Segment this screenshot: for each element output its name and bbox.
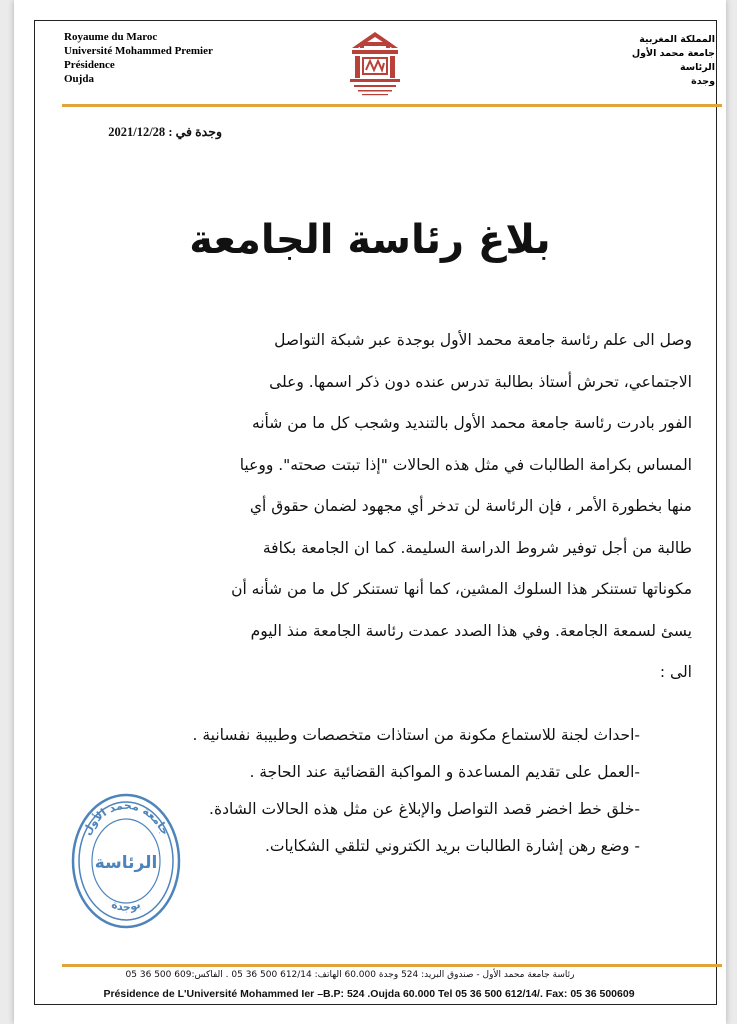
- body-line: المساس بكرامة الطالبات في مثل هذه الحالات "إذا تبتت صحته". ووعيا: [239, 455, 692, 474]
- header-french: [64, 30, 213, 86]
- body-line: مكوناتها تستنكر هذا السلوك المشين، كما أنها تستنكر كل ما من شأنه أن: [231, 580, 692, 598]
- stamp-top-text: جامعة محمد الأول: [80, 798, 172, 838]
- communique-body: [58, 320, 692, 694]
- header-french-line: Présidence: [64, 59, 115, 71]
- university-logo-icon: [330, 30, 420, 98]
- list-item: - وضع رهن إشارة الطالبات بريد الكتروني لتلقي الشكايات.: [264, 837, 640, 855]
- body-line: يسئ لسمعة الجامعة. وفي هذا الصدد عمدت رئاسة الجامعة منذ اليوم: [250, 621, 692, 640]
- body-line: الاجتماعي، تحرش أستاذ بطالبة تدرس عنده دون ذكر اسمها. وعلى: [269, 372, 692, 391]
- official-stamp-icon: [70, 792, 182, 930]
- footer-rule: [62, 964, 722, 967]
- header-arabic-line: جامعة محمد الأول: [631, 48, 715, 59]
- body-line: طالبة من أجل توفير شروط الدراسة السليمة. كما ان الجامعة بكافة: [262, 538, 692, 557]
- body-line: وصل الى علم رئاسة جامعة محمد الأول بوجدة عبر شبكة التواصل: [274, 331, 692, 349]
- list-item: -خلق خط اخضر قصد التواصل والإبلاغ عن مثل هذه الحالات الشادة.: [209, 800, 640, 818]
- header-arabic-line: المملكة المغربية: [639, 34, 715, 45]
- footer-arabic: رئاسة جامعة محمد الأول - صندوق البريد: 524 وجدة 60.000 الهاتف: 612/14 500 36 05 . الفاكس:609 500 36 05: [125, 970, 575, 980]
- stamp-center-text: الرئاسة: [94, 853, 158, 873]
- stamp-bottom-text: بوجدة: [109, 897, 143, 914]
- header-arabic-line: الرئاسة: [680, 62, 715, 73]
- svg-text:بوجدة: [110, 898, 143, 914]
- document-title: بلاغ رئاسة الجامعة: [189, 217, 551, 263]
- document-date: وجدة في : 2021/12/28: [108, 125, 222, 139]
- header-french-line: Oujda: [64, 73, 94, 85]
- list-item: -احداث لجنة للاستماع مكونة من استاذات متخصصات وطبيبة نفسانية .: [192, 726, 640, 744]
- header-french-line: Royaume du Maroc: [64, 31, 158, 43]
- footer-french: Présidence de L'Université Mohammed Ier –B.P: 524 .Oujda 60.000 Tel 05 36 500 612/14/. Fax: 05 36 500609: [103, 988, 635, 1000]
- header-arabic-line: وجدة: [691, 76, 715, 87]
- header-arabic: [515, 33, 715, 89]
- body-line: منها بخطورة الأمر ، فإن الرئاسة لن تدخر أي مجهود لضمان حقوق أي: [249, 497, 692, 515]
- header-rule: [62, 104, 722, 107]
- list-item: -العمل على تقديم المساعدة و المواكبة القضائية عند الحاجة .: [249, 763, 640, 781]
- header-french-line: Université Mohammed Premier: [64, 45, 213, 57]
- body-line: الفور بادرت رئاسة جامعة محمد الأول بالتنديد وشجب كل ما من شأنه: [251, 414, 692, 432]
- body-line: الى :: [659, 663, 692, 681]
